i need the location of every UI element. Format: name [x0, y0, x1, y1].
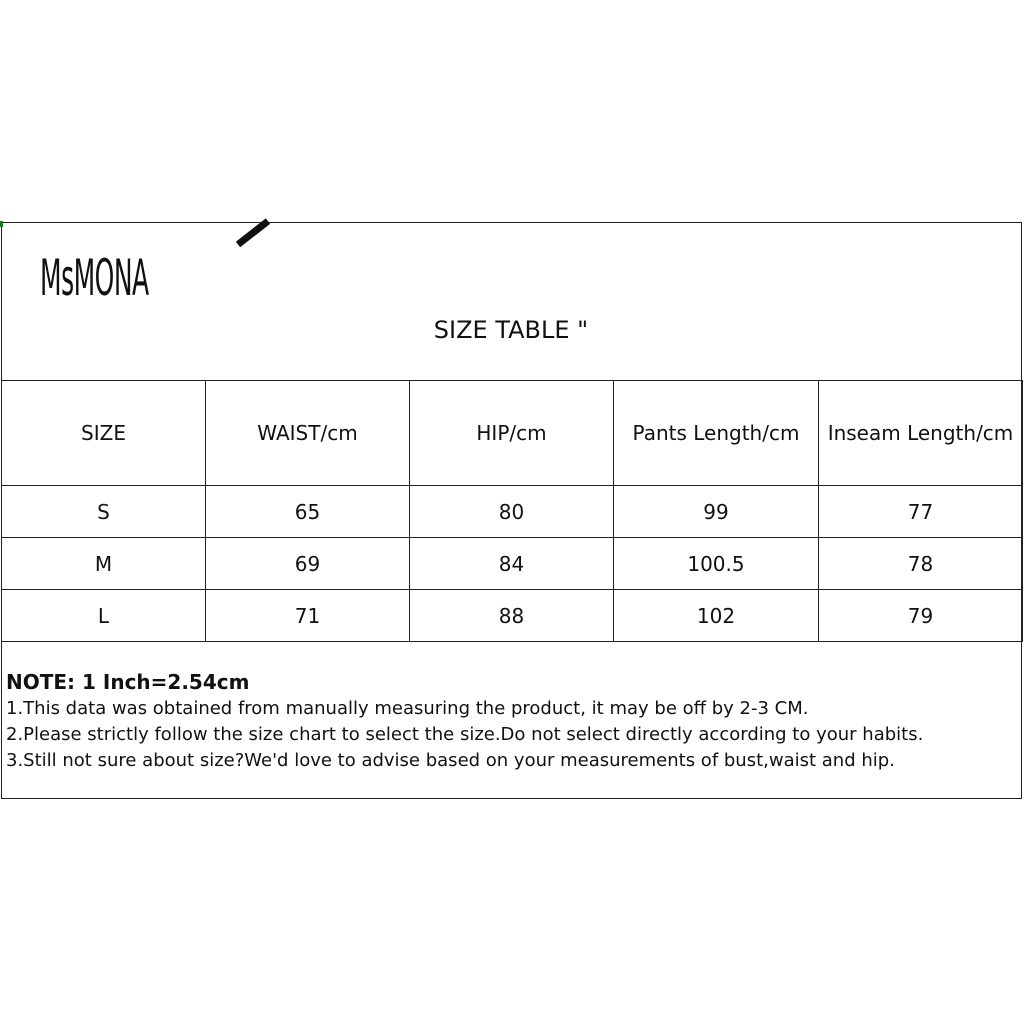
- table-cell: 102: [614, 590, 819, 642]
- table-header-row: [2, 381, 1023, 486]
- note-line: 2.Please strictly follow the size chart to select the size.Do not select directly according to your habits.: [6, 724, 924, 745]
- column-header: HIP/cm: [410, 381, 614, 486]
- table-cell: 65: [206, 486, 410, 538]
- table-cell: 77: [819, 486, 1023, 538]
- brand-logo: MsMONA: [40, 249, 149, 307]
- table-cell: 84: [410, 538, 614, 590]
- table-row: [2, 486, 1023, 538]
- table-cell: 80: [410, 486, 614, 538]
- table-cell: L: [2, 590, 206, 642]
- table-cell: 88: [410, 590, 614, 642]
- table-row: [2, 538, 1023, 590]
- size-table: [1, 380, 1023, 642]
- notes-section: [6, 668, 1016, 774]
- table-cell: 99: [614, 486, 819, 538]
- table-cell: 78: [819, 538, 1023, 590]
- note-line: 1.This data was obtained from manually measuring the product, it may be off by 2-3 CM.: [6, 698, 809, 719]
- column-header: Inseam Length/cm: [819, 381, 1023, 486]
- column-header: WAIST/cm: [206, 381, 410, 486]
- table-cell: 100.5: [614, 538, 819, 590]
- table-cell: S: [2, 486, 206, 538]
- page-title: SIZE TABLE ": [433, 316, 589, 344]
- table-cell: 69: [206, 538, 410, 590]
- corner-mark: [0, 221, 3, 227]
- note-line: 3.Still not sure about size?We'd love to advise based on your measurements of bust,waist and hip.: [6, 750, 895, 771]
- table-cell: 71: [206, 590, 410, 642]
- column-header: Pants Length/cm: [614, 381, 819, 486]
- table-cell: M: [2, 538, 206, 590]
- table-row: [2, 590, 1023, 642]
- table-cell: 79: [819, 590, 1023, 642]
- column-header: SIZE: [2, 381, 206, 486]
- note-heading: NOTE: 1 Inch=2.54cm: [6, 670, 250, 694]
